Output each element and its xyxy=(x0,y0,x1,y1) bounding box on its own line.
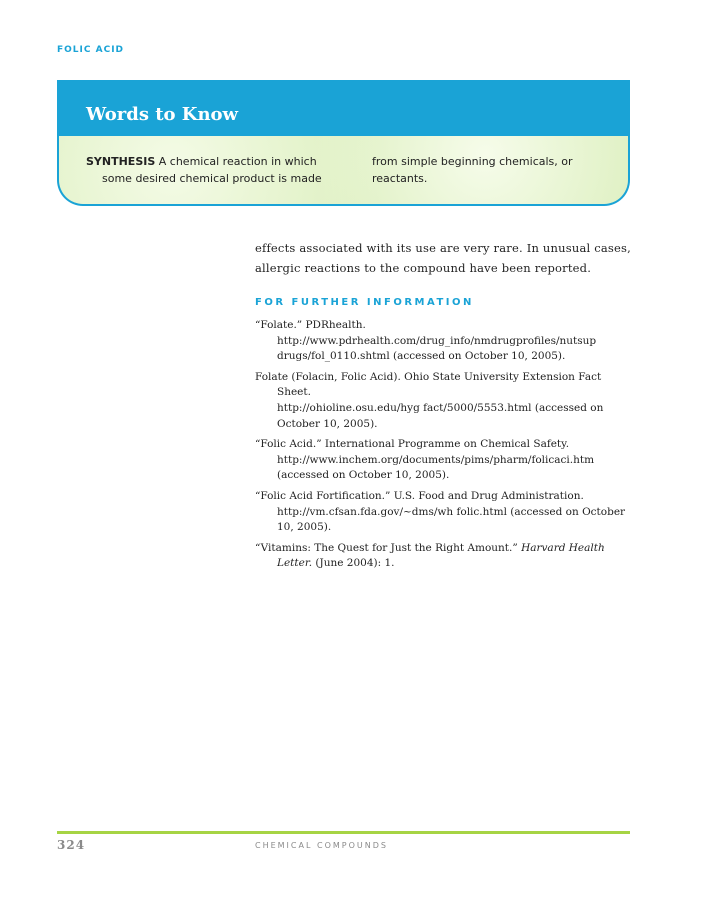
reference-text: “Vitamins: The Quest for Just the Right Amount.” xyxy=(255,541,518,554)
body-paragraph xyxy=(255,238,631,278)
reference-text: “Folic Acid.” International Programme on Chemical Safety. xyxy=(255,438,570,451)
reference-text: “Folate.” PDRhealth. xyxy=(255,319,366,331)
reference-item xyxy=(255,489,633,536)
term-synthesis: SYNTHESIS xyxy=(86,155,156,168)
reference-text: Sheet. xyxy=(277,386,311,399)
definition-text: A chemical reaction in which xyxy=(158,155,317,168)
reference-url: http://vm.cfsan.fda.gov/~dms/wh folic.html (accessed on October xyxy=(277,505,626,518)
reference-text: (June 2004): 1. xyxy=(315,557,395,570)
reference-item xyxy=(255,318,633,365)
reference-url: http://ohioline.osu.edu/hyg fact/5000/5553.html (accessed on xyxy=(277,401,604,414)
words-to-know-title: Words to Know xyxy=(86,104,239,125)
body-line: allergic reactions to the compound have been reported. xyxy=(255,261,592,275)
reference-text: 10, 2005). xyxy=(277,521,332,534)
reference-url: http://www.inchem.org/documents/pims/pharm/folicaci.htm xyxy=(277,453,595,466)
book-title: CHEMICAL COMPOUNDS xyxy=(255,841,388,850)
definition-column-right xyxy=(372,153,612,187)
definition-column-left xyxy=(86,153,356,187)
page-number: 324 xyxy=(57,838,86,852)
journal-title: Harvard Health xyxy=(521,541,605,554)
journal-title: Letter. xyxy=(277,557,313,570)
reference-item xyxy=(255,370,633,432)
reference-item xyxy=(255,541,633,572)
reference-text: (accessed on October 10, 2005). xyxy=(277,469,450,482)
words-to-know-box xyxy=(57,80,630,206)
reference-url: drugs/fol_0110.shtml (accessed on October 10, 2005). xyxy=(277,350,566,363)
reference-text: Folate (Folacin, Folic Acid). Ohio State University Extension Fact xyxy=(255,370,602,383)
definition-text: some desired chemical product is made xyxy=(102,172,322,185)
running-head: FOLIC ACID xyxy=(57,45,125,55)
reference-text: October 10, 2005). xyxy=(277,417,378,430)
definition-text: from simple beginning chemicals, or xyxy=(372,155,573,168)
reference-url: http://www.pdrhealth.com/drug_info/nmdrugprofiles/nutsup xyxy=(277,334,597,347)
reference-list xyxy=(255,318,633,577)
definition-text: reactants. xyxy=(372,172,428,185)
footer-rule xyxy=(57,831,630,834)
reference-text: “Folic Acid Fortification.” U.S. Food and Drug Administration. xyxy=(255,489,584,502)
reference-item xyxy=(255,437,633,484)
body-line: effects associated with its use are very rare. In unusual cases, xyxy=(255,241,631,255)
further-info-heading: FOR FURTHER INFORMATION xyxy=(255,297,474,308)
